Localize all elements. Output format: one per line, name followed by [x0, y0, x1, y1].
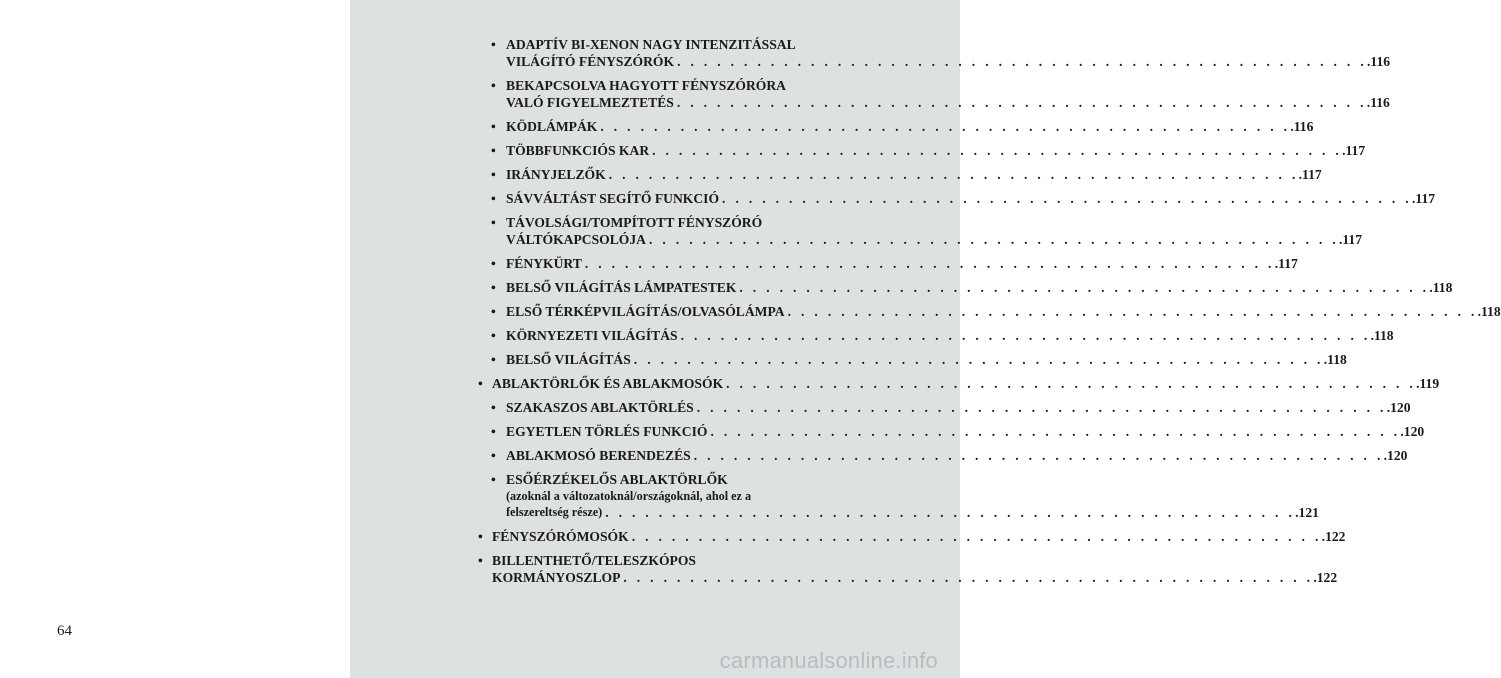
table-of-contents	[350, 36, 1501, 586]
dot-leader: . . . . . . . . . . . . . . . . . . . . . . . . . . . . . . . . . . . . . . . . . . . . . . . . . . . .	[726, 376, 1417, 391]
bullet-icon: •	[491, 304, 496, 319]
toc-page-number: .119	[1416, 376, 1440, 391]
toc-page-number: .117	[1412, 191, 1436, 206]
toc-entry-leader-line	[492, 375, 1440, 392]
toc-entry-leader-line	[506, 303, 1501, 320]
toc-entry[interactable]	[491, 166, 1322, 183]
toc-entry-title: felszereltség része)	[506, 505, 603, 519]
toc-page-number: .122	[1313, 570, 1338, 585]
dot-leader: . . . . . . . . . . . . . . . . . . . . . . . . . . . . . . . . . . . . . . . . . . . . . . . . . . . .	[693, 448, 1384, 463]
toc-page-number: .121	[1295, 505, 1319, 520]
toc-entry-title: BELSŐ VILÁGÍTÁS LÁMPATESTEK	[506, 280, 737, 295]
toc-page-number: .116	[1367, 54, 1391, 69]
toc-entry[interactable]	[491, 255, 1298, 272]
dot-leader: . . . . . . . . . . . . . . . . . . . . . . . . . . . . . . . . . . . . . . . . . . . . . . . . . . . .	[677, 54, 1368, 69]
toc-entry[interactable]	[491, 190, 1436, 207]
dot-leader: . . . . . . . . . . . . . . . . . . . . . . . . . . . . . . . . . . . . . . . . . . . . . . . . . . . .	[584, 256, 1275, 271]
bullet-icon: •	[478, 553, 483, 568]
toc-entry[interactable]	[491, 214, 1362, 248]
dot-leader: . . . . . . . . . . . . . . . . . . . . . . . . . . . . . . . . . . . . . . . . . . . . . . . . . . . .	[722, 191, 1412, 206]
right-page	[350, 0, 1501, 678]
toc-entry[interactable]	[491, 279, 1453, 296]
bullet-icon: •	[478, 376, 483, 391]
toc-entry[interactable]	[491, 118, 1314, 135]
toc-page-number: .120	[1386, 400, 1411, 415]
toc-entry-leader-line	[506, 327, 1394, 344]
toc-entry-title: ELSŐ TÉRKÉPVILÁGÍTÁS/OLVASÓLÁMPA	[506, 304, 785, 319]
bullet-icon: •	[491, 352, 496, 367]
toc-entry-title-line: TÁVOLSÁGI/TOMPÍTOTT FÉNYSZÓRÓ	[506, 215, 763, 230]
toc-page-number: .120	[1400, 424, 1425, 439]
toc-entry-title: ABLAKMOSÓ BERENDEZÉS	[506, 448, 691, 463]
toc-entry-title: SZAKASZOS ABLAKTÖRLÉS	[506, 400, 694, 415]
toc-page-number: .117	[1298, 167, 1322, 182]
dot-leader: . . . . . . . . . . . . . . . . . . . . . . . . . . . . . . . . . . . . . . . . . . . . . . . . . . . .	[652, 143, 1343, 158]
toc-entry-leader-line	[506, 190, 1436, 207]
toc-entry[interactable]	[491, 327, 1394, 344]
dot-leader: . . . . . . . . . . . . . . . . . . . . . . . . . . . . . . . . . . . . . . . . . . . . . . . . . . . .	[649, 232, 1339, 247]
toc-entry[interactable]	[491, 471, 1319, 521]
toc-entry-leader-line	[506, 351, 1347, 368]
bullet-icon: •	[491, 167, 496, 182]
toc-entry-title-line: ADAPTÍV BI-XENON NAGY INTENZITÁSSAL	[506, 37, 796, 52]
toc-entry-leader-line	[506, 94, 1390, 111]
bullet-icon: •	[491, 215, 496, 230]
toc-page-number: .118	[1429, 280, 1453, 295]
toc-entry-leader-line	[506, 118, 1314, 135]
bullet-icon: •	[491, 448, 496, 463]
dot-leader: . . . . . . . . . . . . . . . . . . . . . . . . . . . . . . . . . . . . . . . . . . . . . . . . . . . .	[605, 505, 1296, 520]
toc-entry-leader-line	[506, 142, 1366, 159]
dot-leader: . . . . . . . . . . . . . . . . . . . . . . . . . . . . . . . . . . . . . . . . . . . . . . . . . . . .	[787, 304, 1478, 319]
bullet-icon: •	[491, 191, 496, 206]
dot-leader: . . . . . . . . . . . . . . . . . . . . . . . . . . . . . . . . . . . . . . . . . . . . . . . . . . . .	[676, 95, 1367, 110]
dot-leader: . . . . . . . . . . . . . . . . . . . . . . . . . . . . . . . . . . . . . . . . . . . . . . . . . . . .	[633, 352, 1324, 367]
bullet-icon: •	[491, 400, 496, 415]
toc-entry[interactable]	[491, 351, 1347, 368]
toc-page-number: .117	[1342, 143, 1366, 158]
toc-entry-title: TÖBBFUNKCIÓS KAR	[506, 143, 650, 158]
bullet-icon: •	[491, 280, 496, 295]
toc-entry[interactable]	[491, 36, 1391, 70]
dot-leader: . . . . . . . . . . . . . . . . . . . . . . . . . . . . . . . . . . . . . . . . . . . . . . . . . . . .	[623, 570, 1314, 585]
toc-entry[interactable]	[491, 77, 1390, 111]
toc-entry-leader-line	[492, 528, 1346, 545]
toc-entry[interactable]	[491, 142, 1366, 159]
toc-entry-title: VÁLTÓKAPCSOLÓJA	[506, 232, 646, 247]
toc-page-number: .120	[1383, 448, 1408, 463]
toc-entry[interactable]	[491, 447, 1408, 464]
toc-entry-leader-line	[506, 504, 1319, 521]
toc-entry-leader-line	[506, 231, 1362, 248]
watermark: carmanualsonline.info	[719, 648, 938, 673]
toc-page-number: .118	[1370, 328, 1394, 343]
toc-entry[interactable]	[491, 303, 1501, 320]
toc-entry-leader-line	[506, 447, 1408, 464]
bullet-icon: •	[491, 472, 496, 487]
toc-page-number: .117	[1274, 256, 1298, 271]
toc-entry-title-line: ESŐÉRZÉKELŐS ABLAKTÖRLŐK	[506, 472, 728, 487]
toc-entry[interactable]	[491, 399, 1411, 416]
toc-entry-title: BELSŐ VILÁGÍTÁS	[506, 352, 631, 367]
toc-entry-title-line: BILLENTHETŐ/TELESZKÓPOS	[492, 553, 696, 568]
bullet-icon: •	[491, 424, 496, 439]
toc-page-number: .118	[1323, 352, 1347, 367]
toc-entry-title: KÖRNYEZETI VILÁGÍTÁS	[506, 328, 678, 343]
bullet-icon: •	[491, 328, 496, 343]
dot-leader: . . . . . . . . . . . . . . . . . . . . . . . . . . . . . . . . . . . . . . . . . . . . . . . . . . . .	[631, 529, 1322, 544]
toc-entry[interactable]	[478, 552, 1338, 586]
page-number: 64	[57, 623, 72, 639]
bullet-icon: •	[478, 529, 483, 544]
toc-entry-title: IRÁNYJELZŐK	[506, 167, 606, 182]
toc-entry[interactable]	[478, 375, 1440, 392]
toc-entry-leader-line	[506, 399, 1411, 416]
toc-entry-title: VILÁGÍTÓ FÉNYSZÓRÓK	[506, 54, 675, 69]
toc-page-number: .122	[1321, 529, 1346, 544]
toc-entry-title: ABLAKTÖRLŐK ÉS ABLAKMOSÓK	[492, 376, 724, 391]
bullet-icon: •	[491, 37, 496, 52]
left-page	[0, 0, 350, 678]
dot-leader: . . . . . . . . . . . . . . . . . . . . . . . . . . . . . . . . . . . . . . . . . . . . . . . . . . . .	[739, 280, 1430, 295]
dot-leader: . . . . . . . . . . . . . . . . . . . . . . . . . . . . . . . . . . . . . . . . . . . . . . . . . . . .	[600, 119, 1291, 134]
toc-page-number: .118	[1477, 304, 1501, 319]
toc-entry-title: VALÓ FIGYELMEZTETÉS	[506, 95, 674, 110]
dot-leader: . . . . . . . . . . . . . . . . . . . . . . . . . . . . . . . . . . . . . . . . . . . . . . . . . . . .	[680, 328, 1371, 343]
toc-page-number: .117	[1338, 232, 1362, 247]
bullet-icon: •	[491, 119, 496, 134]
bullet-icon: •	[491, 256, 496, 271]
toc-entry-leader-line	[506, 166, 1322, 183]
toc-entry-leader-line	[506, 255, 1298, 272]
dot-leader: . . . . . . . . . . . . . . . . . . . . . . . . . . . . . . . . . . . . . . . . . . . . . . . . . . . .	[608, 167, 1299, 182]
toc-entry-leader-line	[506, 53, 1391, 70]
toc-entry-leader-line	[492, 569, 1338, 586]
toc-entry-title: KORMÁNYOSZLOP	[492, 570, 621, 585]
toc-entry-title: FÉNYKÜRT	[506, 256, 582, 271]
toc-entry[interactable]	[491, 423, 1425, 440]
toc-page-number: .116	[1290, 119, 1314, 134]
toc-page-number: .116	[1366, 95, 1390, 110]
toc-entry-title-line: BEKAPCSOLVA HAGYOTT FÉNYSZÓRÓRA	[506, 78, 786, 93]
toc-entry[interactable]	[478, 528, 1346, 545]
dot-leader: . . . . . . . . . . . . . . . . . . . . . . . . . . . . . . . . . . . . . . . . . . . . . . . . . . . .	[696, 400, 1387, 415]
toc-entry-leader-line	[506, 423, 1425, 440]
toc-entry-title: FÉNYSZÓRÓMOSÓK	[492, 529, 629, 544]
toc-entry-title: EGYETLEN TÖRLÉS FUNKCIÓ	[506, 424, 708, 439]
toc-entry-title: KÖDLÁMPÁK	[506, 119, 598, 134]
toc-entry-note: (azoknál a változatoknál/országoknál, ahol ez a	[506, 489, 752, 503]
dot-leader: . . . . . . . . . . . . . . . . . . . . . . . . . . . . . . . . . . . . . . . . . . . . . . . . . . . .	[710, 424, 1401, 439]
bullet-icon: •	[491, 78, 496, 93]
bullet-icon: •	[491, 143, 496, 158]
toc-entry-leader-line	[506, 279, 1453, 296]
toc-entry-title: SÁVVÁLTÁST SEGÍTŐ FUNKCIÓ	[506, 191, 720, 206]
